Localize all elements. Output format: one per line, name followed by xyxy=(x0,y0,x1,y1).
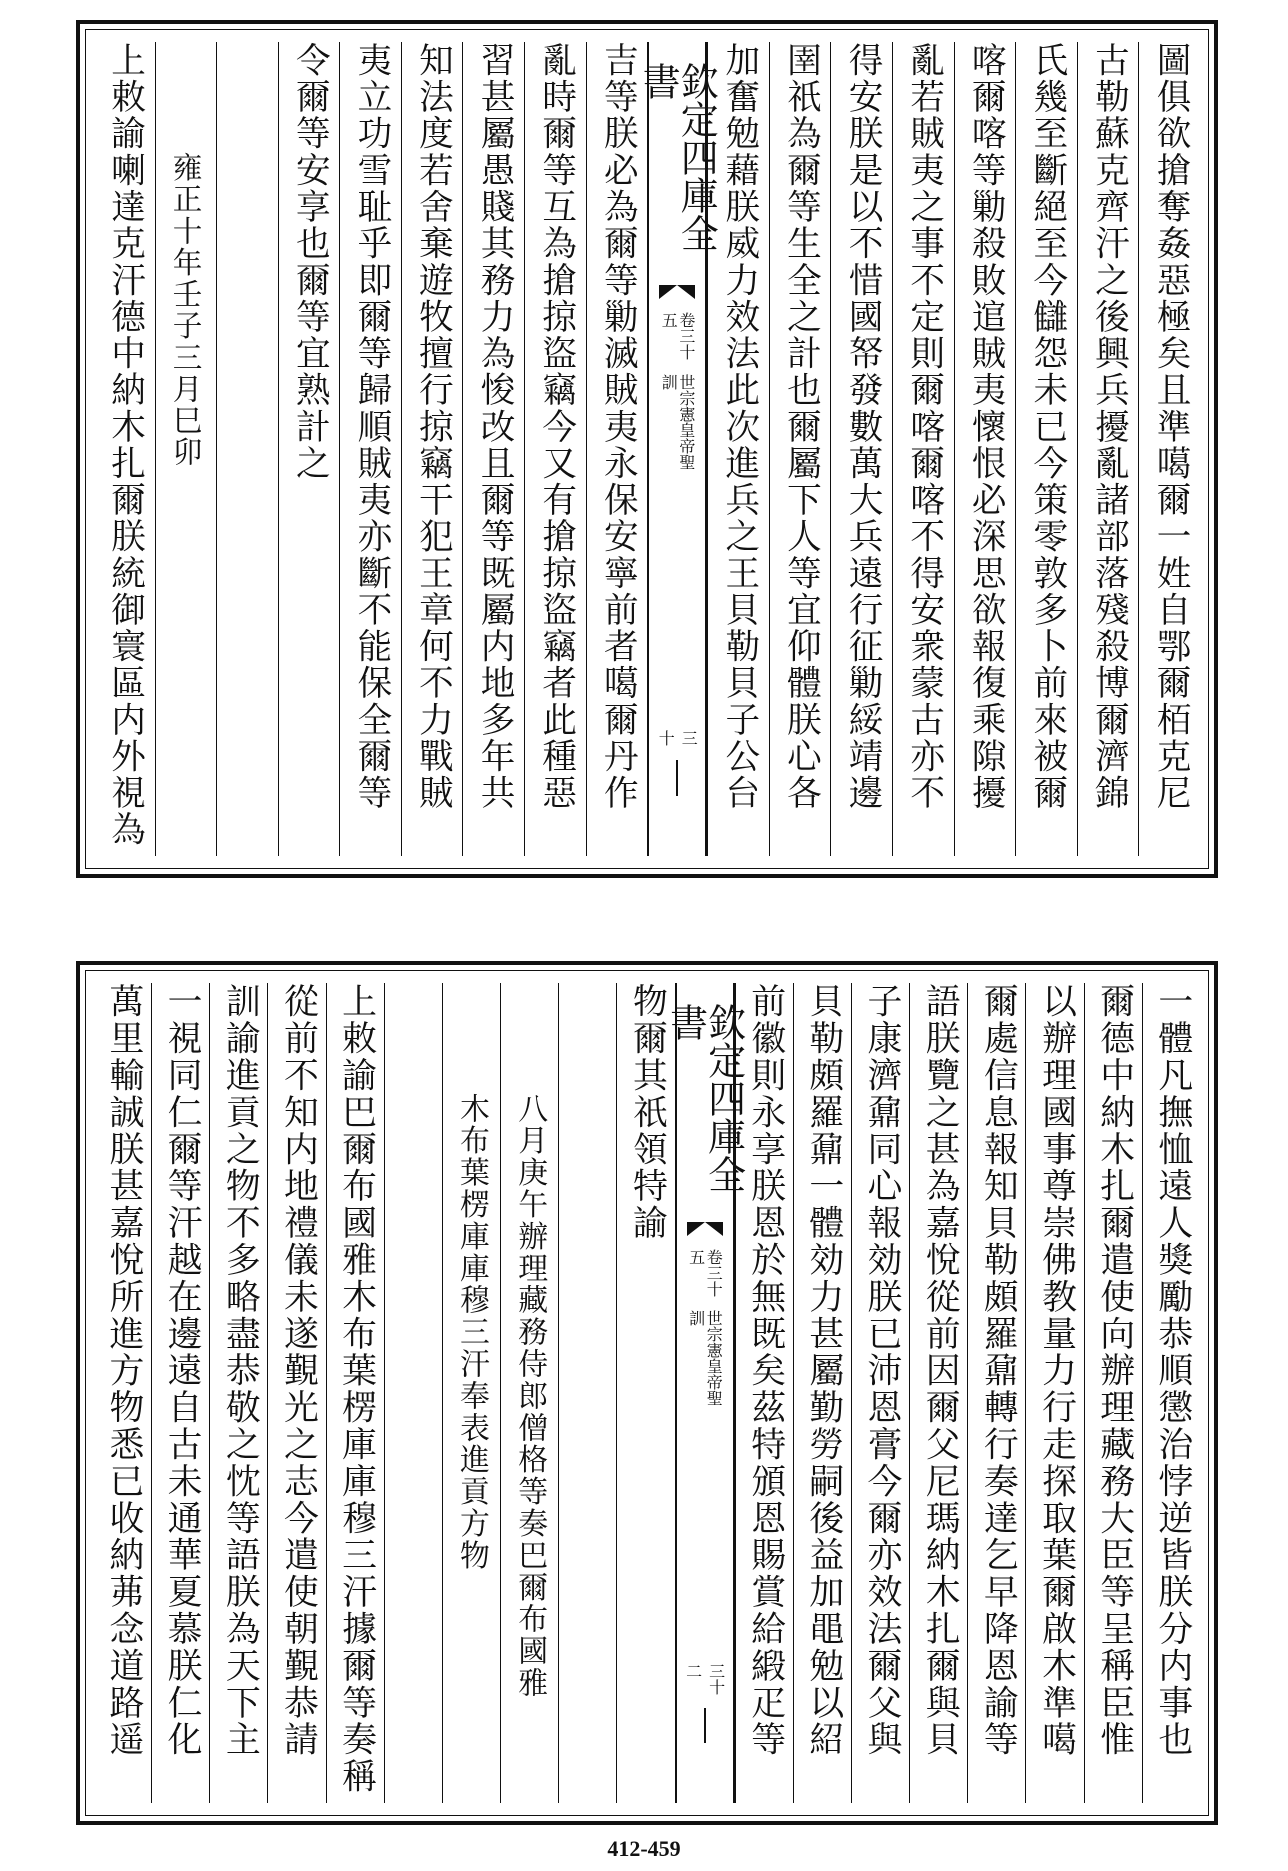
column-text: 上敕諭喇達克汗德中納木扎爾朕統御寰區内外視為 xyxy=(104,42,145,848)
gutter-volume: 卷三十五 xyxy=(659,312,696,360)
text-column xyxy=(216,42,278,856)
text-column xyxy=(278,42,340,856)
column-text: 圉祇為爾等生全之計也爾屬下人等宜仰體朕心各 xyxy=(780,42,821,812)
text-column xyxy=(586,42,648,856)
gutter-book-title: 欽定四庫全書 xyxy=(636,62,719,252)
column-text: 子康濟鼐同心報効朕已沛恩膏今爾亦效法爾父與 xyxy=(861,983,901,1758)
top-page-columns xyxy=(94,42,1200,856)
gutter-folio-number: 三十二 xyxy=(683,1663,726,1696)
gutter-subtitle xyxy=(687,1249,722,1414)
text-column xyxy=(558,983,616,1803)
text-column xyxy=(892,42,954,856)
text-column xyxy=(967,983,1025,1803)
text-column xyxy=(954,42,1016,856)
column-text: 從前不知内地禮儀未遂覲光之志今遣使朝覲恭請 xyxy=(277,983,318,1758)
gutter-work-title: 世宗憲皇帝聖訓 xyxy=(686,1309,724,1406)
column-text: 一視同仁爾等汗越在邊遠自古未通華夏慕朕仁化 xyxy=(161,983,202,1758)
column-text: 貝勒頗羅鼐一體効力甚屬勤勞嗣後益加黽勉以紹 xyxy=(802,983,843,1758)
column-text: 以辦理國事尊崇佛教量力行走探取葉爾啟木準噶 xyxy=(1035,983,1076,1758)
text-column xyxy=(94,42,155,856)
text-column xyxy=(500,983,558,1803)
text-column xyxy=(94,983,151,1803)
column-text: 亂時爾等互為搶掠盜竊今又有搶掠盜竊者此種惡 xyxy=(535,42,576,812)
text-column xyxy=(1138,42,1200,856)
column-text: 知法度若舍棄遊牧擅行掠竊干犯王章何不力戰賊 xyxy=(412,42,453,812)
text-column xyxy=(151,983,209,1803)
fish-tail-mark-icon xyxy=(659,285,695,304)
column-text: 圖俱欲搶奪姦惡極矣且準噶爾一姓自鄂爾栢克尼 xyxy=(1150,42,1191,812)
gutter-header xyxy=(636,42,719,856)
text-column xyxy=(401,42,463,856)
column-text: 令爾等安享也爾等宜熟計之 xyxy=(289,42,330,482)
text-column xyxy=(209,983,267,1803)
text-column xyxy=(793,983,851,1803)
column-text: 得安朕是以不惜國帑發數萬大兵遠行征勦綏靖邊 xyxy=(842,42,883,812)
column-text: 萬里輸誠朕甚嘉悅所進方物悉已收納茀念道路遥 xyxy=(102,983,143,1758)
column-text: 語朕覽之甚為嘉悅從前因爾父尼瑪納木扎爾與貝 xyxy=(919,983,960,1758)
text-column xyxy=(442,983,500,1803)
gutter-folio-number: 三十 xyxy=(656,729,699,746)
text-column xyxy=(339,42,401,856)
top-page-frame xyxy=(76,20,1218,878)
gutter-header xyxy=(663,983,746,1803)
column-text: 加奮勉藉朕威力效法此次進兵之王貝勒貝子公台 xyxy=(718,42,759,812)
column-text: 喀爾喀等勦殺敗逭賊夷懷恨必深思欲報復乘隙擾 xyxy=(965,42,1006,812)
column-text: 古勒蘇克齊汗之後興兵擾亂諸部落殘殺博爾濟錦 xyxy=(1088,42,1129,812)
gutter-tick xyxy=(676,760,678,796)
column-text: 雍正十年壬子三月巳卯 xyxy=(168,152,204,469)
text-column xyxy=(326,983,384,1803)
text-column xyxy=(1015,42,1077,856)
text-column xyxy=(1084,983,1142,1803)
column-text: 上敕諭巴爾布國雅木布葉楞庫庫穆三汗據爾等奏稱 xyxy=(335,983,376,1795)
gutter-subtitle xyxy=(660,312,695,480)
column-text: 前徽則永享朕恩於無既矣茲特頒恩賜賞給緞疋等 xyxy=(744,983,785,1758)
bottom-page-frame xyxy=(76,961,1218,1825)
column-text: 訓諭進貢之物不多略盡恭敬之忱等語朕為天下主 xyxy=(219,983,260,1758)
text-column xyxy=(267,983,325,1803)
text-column xyxy=(1077,42,1139,856)
column-text: 吉等朕必為爾等勦滅賊夷永保安寧前者噶爾丹作 xyxy=(597,42,638,812)
text-column xyxy=(1025,983,1083,1803)
text-column xyxy=(909,983,967,1803)
gutter-tick xyxy=(704,1708,706,1743)
text-column xyxy=(851,983,909,1803)
column-text: 物爾其祇領特諭 xyxy=(626,983,667,1242)
text-column xyxy=(524,42,586,856)
text-column xyxy=(462,42,524,856)
gutter-book-title: 欽定四庫全書 xyxy=(663,1003,746,1193)
column-text: 亂若賊夷之事不定則爾喀爾喀不得安衆蒙古亦不 xyxy=(903,42,944,812)
fish-tail-mark-icon xyxy=(687,1222,723,1241)
column-text: 夷立功雪耻乎即爾等歸順賊夷亦斷不能保全爾等 xyxy=(350,42,391,812)
page-footer-number: 412-459 xyxy=(607,1836,681,1861)
column-text: 爾處信息報知貝勒頗羅鼐轉行奏達乞早降恩諭等 xyxy=(977,983,1018,1758)
text-column xyxy=(384,983,442,1803)
gutter-volume: 卷三十五 xyxy=(686,1248,724,1297)
column-text: 一體凡撫恤遠人獎勵恭順懲治悖逆皆朕分内事也 xyxy=(1151,983,1192,1758)
gutter-work-title: 世宗憲皇帝聖訓 xyxy=(659,374,696,471)
column-text: 八月庚午辦理藏務侍郎僧格等奏巴爾布國雅 xyxy=(512,1093,548,1700)
text-column xyxy=(769,42,831,856)
column-text: 木布葉楞庫庫穆三汗奉表進貢方物 xyxy=(454,1093,490,1572)
text-column xyxy=(1142,983,1200,1803)
column-text: 習甚屬愚賤其務力為悛改且爾等既屬内地多年共 xyxy=(474,42,515,812)
text-column xyxy=(155,42,217,856)
text-column xyxy=(830,42,892,856)
column-text: 爾德中納木扎爾遣使向辦理藏務大臣等呈稱臣惟 xyxy=(1093,983,1134,1758)
bottom-page-columns xyxy=(94,983,1200,1803)
column-text: 氏幾至斷絕至今讎怨未已今策零敦多卜前來被爾 xyxy=(1026,42,1067,812)
